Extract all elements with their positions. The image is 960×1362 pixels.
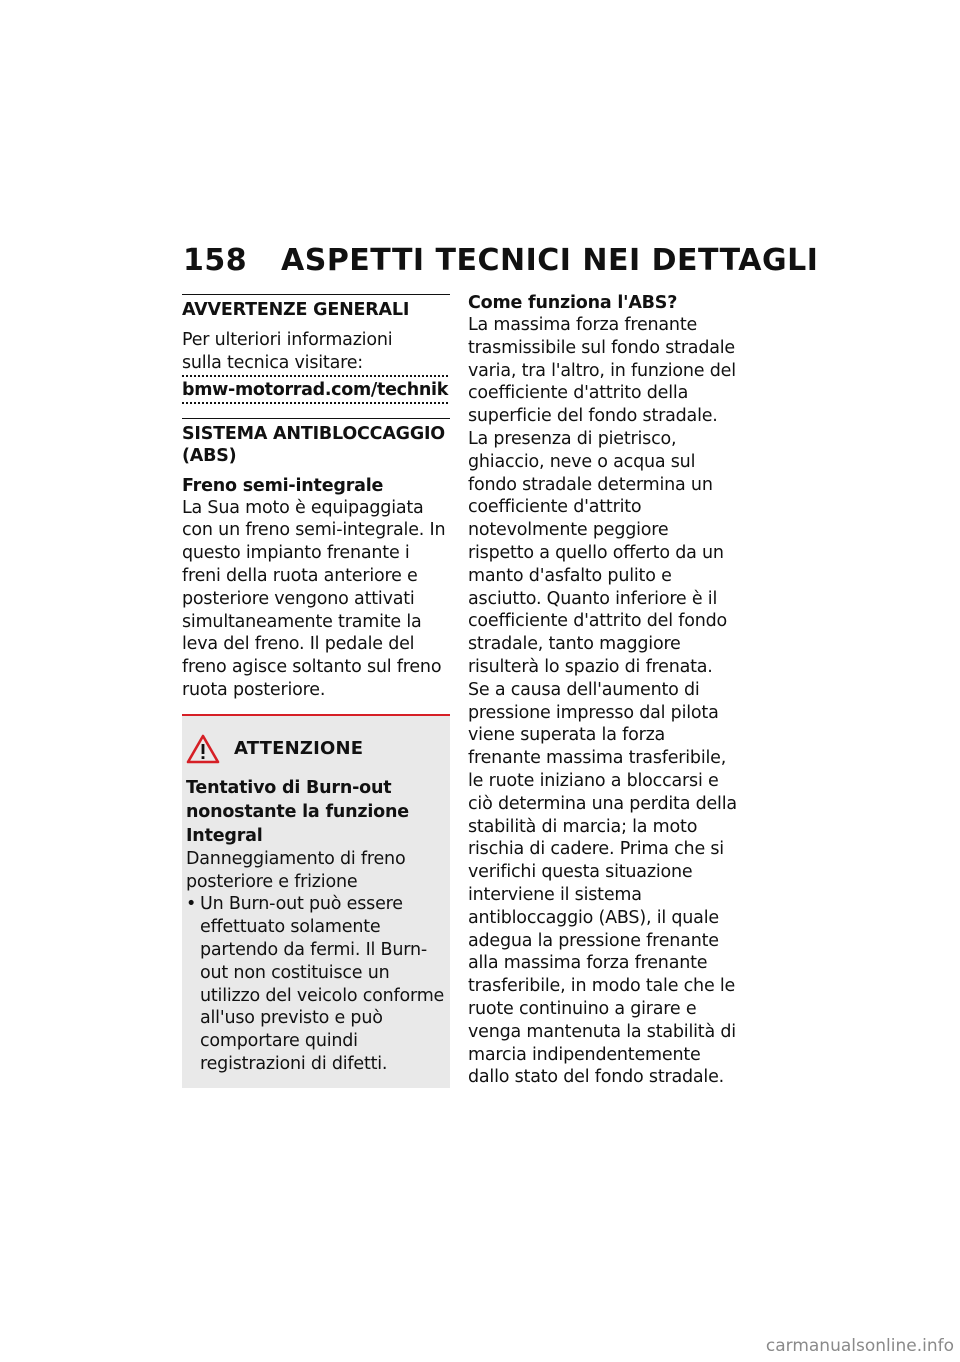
warning-header <box>186 734 446 764</box>
warning-title: ATTENZIONE <box>234 738 364 760</box>
watermark: carmanualsonline.info <box>765 1336 954 1356</box>
subsection-title-brake: Freno semi-integrale <box>182 475 384 496</box>
page-number: 158 <box>183 243 248 278</box>
right-column <box>468 292 738 1089</box>
section-title-general: AVVERTENZE GENERALI <box>182 300 410 320</box>
bullet-dot: • <box>186 894 197 915</box>
warning-heading: Tentativo di Burn-out nonostante la funzione Integral <box>186 777 409 846</box>
abs-paragraph-2: Se a causa dell'aumento di pressione impresso dal pilota viene superata la forza frenante massima trasferibile, le ruote iniziano a bloccarsi e ciò determina una perdita della stabilità di marcia; la moto rischia di cadere. Prima che si verifichi questa situazione interviene il sistema antibloccaggio (ABS), il quale adegua la pressione frenante alla massima forza frenante trasferibile, in modo tale che le ruote continuino a girare e venga mantenuta la stabilità di marcia indipendentemente dallo stato del fondo stradale. <box>468 679 737 1088</box>
page-header <box>183 243 818 278</box>
left-column <box>182 294 450 1088</box>
warning-consequence: Danneggiamento di freno posteriore e frizione <box>186 848 406 892</box>
subsection-title-abs-how: Come funziona l'ABS? <box>468 293 678 313</box>
warning-bullet-text: Un Burn-out può essere effettuato solamente partendo da fermi. Il Burn-out non costituisce un utilizzo del veicolo conforme all'uso previsto e può comportare quindi registrazioni di difetti. <box>200 894 445 1074</box>
section-divider <box>182 294 450 295</box>
abs-paragraph-1: La massima forza frenante trasmissibile sul fondo stradale varia, tra l'altro, in funzione del coefficiente d'attrito della superficie del fondo stradale. La presenza di pietrisco, ghiaccio, neve o acqua sul fondo stradale determina un coefficiente d'attrito notevolmente peggiore rispetto a quello offerto da un manto d'asfalto pulito e asciutto. Quanto inferiore è il coefficiente d'attrito del fondo stradale, tanto maggiore risulterà lo spazio di frenata. <box>468 315 736 677</box>
technik-link[interactable]: bmw-motorrad.com/technik <box>182 375 448 404</box>
warning-triangle-icon <box>186 734 220 764</box>
general-text: Per ulteriori informazioni sulla tecnica visitare: <box>182 330 393 373</box>
warning-box <box>182 714 450 1088</box>
chapter-title: ASPETTI TECNICI NEI DETTAGLI <box>281 243 819 278</box>
warning-bullet <box>186 893 446 1075</box>
section-divider <box>182 418 450 419</box>
brake-text: La Sua moto è equipaggiata con un freno semi-integrale. In questo impianto frenante i freni della ruota anteriore e posteriore vengono attivati simultaneamente tramite la leva del freno. Il pedale del freno agisce soltanto sul freno ruota posteriore. <box>182 497 446 700</box>
section-title-abs: SISTEMA ANTIBLOCCAGGIO (ABS) <box>182 423 445 466</box>
